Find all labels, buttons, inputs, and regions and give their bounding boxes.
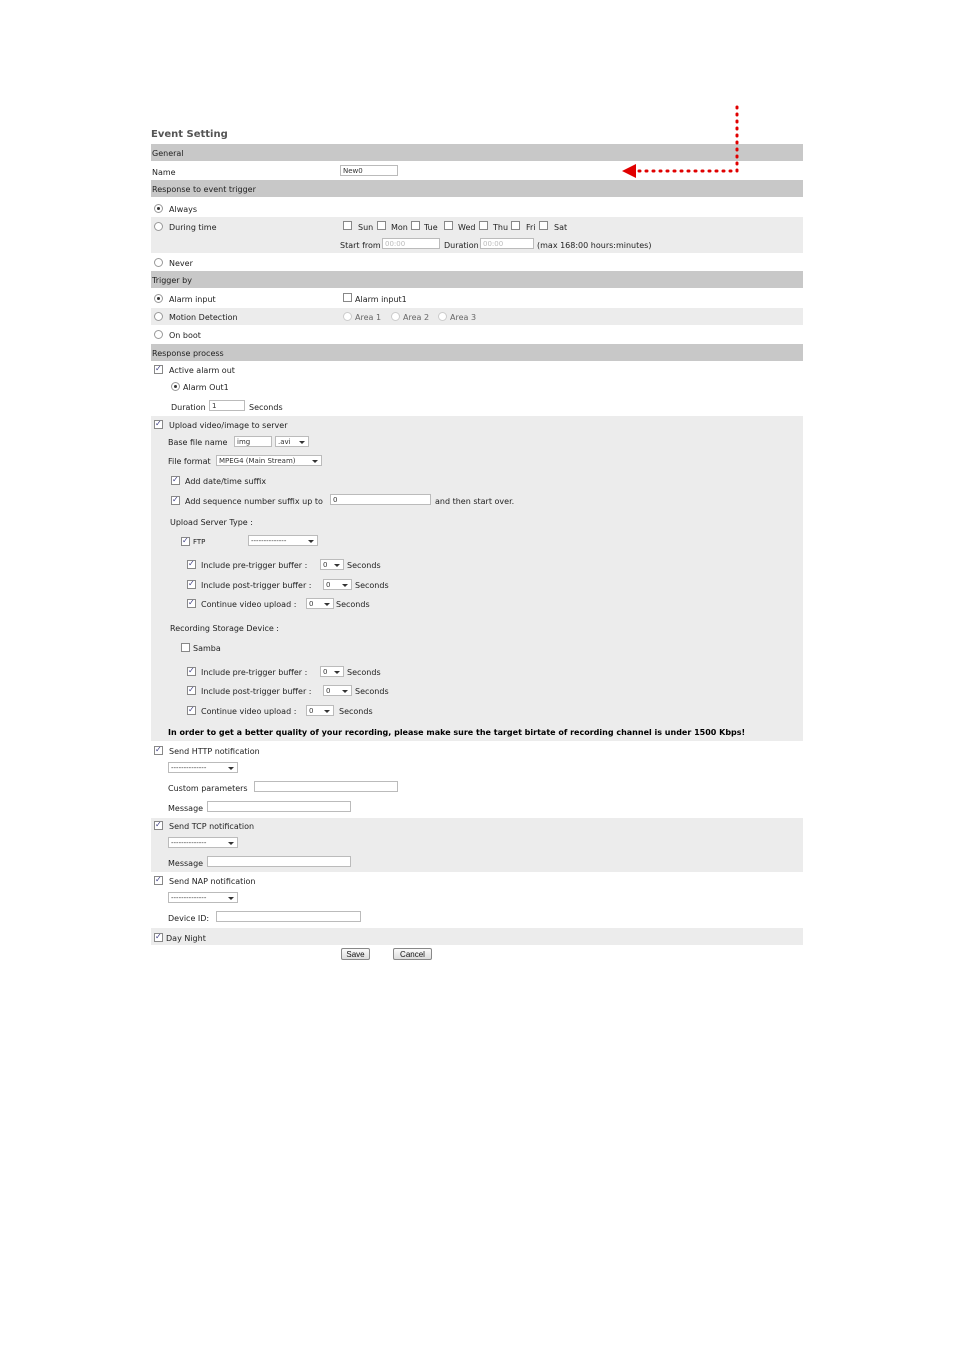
ftp-select[interactable]: -------------- — [248, 535, 318, 546]
tcp-message-input[interactable] — [207, 856, 351, 867]
device-id-input[interactable] — [216, 911, 361, 922]
during-time-radio[interactable] — [154, 222, 163, 231]
duration-time-input[interactable]: 00:00 — [480, 238, 534, 249]
ftp-continue-upload-select[interactable]: 0 — [306, 598, 334, 609]
upload-checkbox[interactable] — [154, 420, 163, 429]
sequence-input[interactable]: 0 — [330, 494, 431, 505]
ftp-label: FTP — [193, 538, 206, 546]
samba-post-trigger-unit: Seconds — [355, 687, 389, 696]
area2-label: Area 2 — [403, 313, 430, 322]
area3-label: Area 3 — [450, 313, 477, 322]
always-radio[interactable] — [154, 204, 163, 213]
ftp-continue-upload-label: Continue video upload : — [201, 600, 297, 609]
name-input[interactable]: New0 — [340, 165, 398, 176]
alarm-input-label: Alarm input — [169, 295, 216, 304]
section-band-trigger — [151, 271, 803, 288]
samba-pre-trigger-checkbox[interactable] — [187, 667, 196, 676]
file-format-select[interactable]: MPEG4 (Main Stream) — [216, 455, 322, 466]
day-sat-checkbox[interactable] — [539, 221, 548, 230]
alarm-input1-checkbox[interactable] — [343, 293, 352, 302]
active-alarm-out-label: Active alarm out — [169, 366, 235, 375]
samba-continue-upload-label: Continue video upload : — [201, 707, 297, 716]
http-notification-label: Send HTTP notification — [169, 747, 260, 756]
recording-storage-label: Recording Storage Device : — [170, 624, 279, 633]
always-label: Always — [169, 205, 198, 214]
alarm-out1-label: Alarm Out1 — [183, 383, 229, 392]
samba-post-trigger-checkbox[interactable] — [187, 686, 196, 695]
ftp-post-trigger-select[interactable]: 0 — [323, 579, 352, 590]
day-mon-label: Mon — [391, 223, 408, 232]
duration-time-label: Duration — [444, 241, 479, 250]
samba-pre-trigger-label: Include pre-trigger buffer : — [201, 668, 308, 677]
save-button[interactable]: Save — [341, 948, 370, 960]
samba-post-trigger-label: Include post-trigger buffer : — [201, 687, 312, 696]
ftp-pre-trigger-checkbox[interactable] — [187, 560, 196, 569]
page-title: Event Setting — [151, 129, 228, 140]
start-over-label: and then start over. — [435, 497, 515, 506]
duration-hint: (max 168:00 hours:minutes) — [537, 241, 652, 250]
samba-continue-upload-select[interactable]: 0 — [306, 705, 334, 716]
samba-checkbox[interactable] — [181, 643, 190, 652]
section-trigger-title: Trigger by — [152, 276, 192, 285]
file-format-label: File format — [168, 457, 211, 466]
day-tue-checkbox[interactable] — [411, 221, 420, 230]
http-select[interactable]: -------------- — [168, 762, 238, 773]
tcp-notification-label: Send TCP notification — [169, 822, 255, 831]
nap-notification-label: Send NAP notification — [169, 877, 256, 886]
upload-label: Upload video/image to server — [169, 421, 288, 430]
day-thu-label: Thu — [493, 223, 509, 232]
section-band-process — [151, 344, 803, 361]
nap-select[interactable]: -------------- — [168, 892, 238, 903]
never-radio[interactable] — [154, 258, 163, 267]
day-night-row — [151, 928, 803, 945]
add-sequence-checkbox[interactable] — [171, 496, 180, 505]
alarm-out1-radio[interactable] — [171, 382, 180, 391]
base-file-name-input[interactable]: img — [234, 436, 272, 447]
alarm-input-radio[interactable] — [154, 294, 163, 303]
http-notification-checkbox[interactable] — [154, 746, 163, 755]
samba-post-trigger-select[interactable]: 0 — [323, 685, 352, 696]
add-datetime-label: Add date/time suffix — [185, 477, 267, 486]
samba-label: Samba — [193, 644, 221, 653]
tcp-notification-checkbox[interactable] — [154, 821, 163, 830]
motion-detection-radio[interactable] — [154, 312, 163, 321]
ftp-continue-upload-unit: Seconds — [336, 600, 370, 609]
ftp-post-trigger-label: Include post-trigger buffer : — [201, 581, 312, 590]
section-process-title: Response process — [152, 349, 224, 358]
device-id-label: Device ID: — [168, 914, 210, 923]
base-file-name-label: Base file name — [168, 438, 228, 447]
ftp-pre-trigger-select[interactable]: 0 — [320, 559, 344, 570]
area1-radio[interactable] — [343, 312, 352, 321]
ftp-post-trigger-unit: Seconds — [355, 581, 389, 590]
on-boot-label: On boot — [169, 331, 201, 340]
day-sat-label: Sat — [554, 223, 568, 232]
custom-params-input[interactable] — [254, 781, 398, 792]
active-alarm-out-checkbox[interactable] — [154, 365, 163, 374]
ftp-checkbox[interactable] — [181, 537, 190, 546]
start-from-input[interactable]: 00:00 — [382, 238, 440, 249]
day-wed-checkbox[interactable] — [444, 221, 453, 230]
day-night-checkbox[interactable] — [154, 933, 163, 942]
day-sun-checkbox[interactable] — [343, 221, 352, 230]
section-general-title: General — [152, 149, 184, 158]
alarm-duration-label: Duration — [171, 403, 206, 412]
area3-radio[interactable] — [438, 312, 447, 321]
alarm-duration-input[interactable]: 1 — [209, 400, 245, 411]
day-fri-label: Fri — [526, 223, 536, 232]
add-sequence-label: Add sequence number suffix up to — [185, 497, 323, 506]
add-datetime-checkbox[interactable] — [171, 476, 180, 485]
name-label: Name — [152, 168, 176, 177]
never-label: Never — [169, 259, 193, 268]
samba-pre-trigger-unit: Seconds — [347, 668, 381, 677]
area1-label: Area 1 — [355, 313, 382, 322]
tcp-message-label: Message — [168, 859, 204, 868]
http-message-input[interactable] — [207, 801, 351, 812]
ftp-pre-trigger-unit: Seconds — [347, 561, 381, 570]
cancel-button[interactable]: Cancel — [393, 948, 432, 960]
upload-server-type-label: Upload Server Type : — [170, 518, 253, 527]
samba-continue-upload-checkbox[interactable] — [187, 706, 196, 715]
start-from-label: Start from — [340, 241, 381, 250]
quality-note: In order to get a better quality of your recording, please make sure the target birtate of recording channel is under 1500 Kbps! — [168, 728, 746, 737]
day-tue-label: Tue — [424, 223, 438, 232]
samba-continue-upload-unit: Seconds — [339, 707, 373, 716]
motion-detection-row — [151, 308, 803, 325]
nap-notification-checkbox[interactable] — [154, 876, 163, 885]
custom-params-label: Custom parameters — [168, 784, 248, 793]
ftp-continue-upload-checkbox[interactable] — [187, 599, 196, 608]
day-mon-checkbox[interactable] — [377, 221, 386, 230]
area2-radio[interactable] — [391, 312, 400, 321]
day-wed-label: Wed — [458, 223, 476, 232]
tcp-select[interactable]: -------------- — [168, 837, 238, 848]
day-fri-checkbox[interactable] — [511, 221, 520, 230]
on-boot-radio[interactable] — [154, 330, 163, 339]
alarm-duration-unit: Seconds — [249, 403, 283, 412]
alarm-input1-label: Alarm input1 — [355, 295, 407, 304]
ftp-pre-trigger-label: Include pre-trigger buffer : — [201, 561, 308, 570]
http-message-label: Message — [168, 804, 204, 813]
annotation-arrow-icon — [600, 95, 750, 185]
day-night-label: Day Night — [166, 934, 206, 943]
motion-detection-label: Motion Detection — [169, 313, 238, 322]
day-thu-checkbox[interactable] — [479, 221, 488, 230]
file-extension-select[interactable]: .avi — [275, 436, 309, 447]
section-response-title: Response to event trigger — [152, 185, 256, 194]
day-sun-label: Sun — [358, 223, 374, 232]
ftp-post-trigger-checkbox[interactable] — [187, 580, 196, 589]
samba-pre-trigger-select[interactable]: 0 — [320, 666, 344, 677]
during-time-label: During time — [169, 223, 217, 232]
